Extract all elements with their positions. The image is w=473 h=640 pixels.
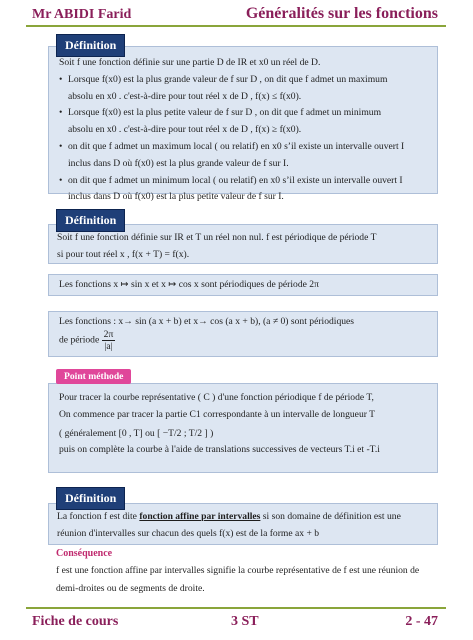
pm-line-3-prefix: ( généralement [0 , T] ou [59, 427, 155, 439]
definition-tab-2: Définition [56, 209, 125, 232]
def1-line-7: • on dit que f admet un minimum local ( ou relatif) en x0 s’il existe un intervalle ouvert I [59, 173, 427, 190]
pm-interval: [ −T/2 ; T/2 ] [157, 427, 208, 439]
def1-line-5: • on dit que f admet un maximum local ( ou relatif) en x0 s’il existe un intervalle ouvert I [59, 139, 427, 156]
periodic-example-box [48, 274, 438, 296]
consequence-text: f est une fonction affine par intervalles signifie la courbe représentative de f est une réunion de demi-droites ou de segments de droite. [56, 565, 420, 594]
def1-line-4: absolu en x0 . c'est-à-dire pour tout réel x de D , f(x) ≥ f(x0). [68, 124, 302, 136]
def1-line-8: inclus dans D où f(x0) est la plus petite valeur de f sur I. [68, 191, 284, 203]
page-title: Généralités sur les fonctions [245, 5, 438, 22]
pm-line-4: puis on complète la courbe à l'aide de translations successives de vecteurs T.i et -T.i [59, 444, 380, 456]
pm-line-1: Pour tracer la courbe représentative ( C ) d'une fonction périodique f de période T, [59, 392, 374, 403]
author-name: Mr ABIDI Farid [32, 7, 132, 22]
def3-line-1-prefix: La fonction f est dite [57, 511, 140, 522]
period-fraction: $\frac{2\pi}{|a|}$ [103, 329, 114, 352]
periodic-example-text: Les fonctions x ↦ sin x et x ↦ cos x sont périodiques de période 2π [59, 279, 319, 290]
def1-line-6: inclus dans D où f(x0) est la plus grande valeur de f sur I. [68, 157, 289, 169]
page-footer [26, 607, 446, 631]
def1-line-0: Soit f une fonction définie sur une partie D de IR et x0 un réel de D. [59, 57, 321, 68]
definition-tab-3: Définition [56, 487, 125, 510]
definition-tab-1: Définition [56, 34, 125, 57]
point-methode-box [48, 383, 438, 473]
footer-page-number: 2 - 47 [405, 614, 438, 629]
def2-line-2: si pour tout réel x , f(x + T) = f(x). [57, 248, 190, 260]
periodic-affine-line-1: Les fonctions : x→ sin (a x + b) et x→ cos (a x + b), (a ≠ 0) sont périodiques [59, 316, 355, 327]
def2-line-1: Soit f une fonction définie sur IR et T un réel non nul. f est périodique de période T [57, 232, 377, 243]
pm-line-2: On commence par tracer la partie C1 correspondante à un intervalle de longueur T [59, 408, 376, 420]
consequence-title: Conséquence [56, 548, 113, 559]
def1-line-1: • Lorsque f(x0) est la plus grande valeur de f sur D , on dit que f admet un maximum [59, 72, 427, 89]
footer-left: Fiche de cours [32, 614, 119, 629]
point-methode-tab: Point méthode [56, 369, 131, 384]
pm-line-3-suffix: ) [210, 427, 214, 439]
def1-line-3: • Lorsque f(x0) est la plus petite valeur de f sur D , on dit que f admet un minimum [59, 105, 427, 122]
def1-line-2: absolu en x0 . c'est-à-dire pour tout réel x de D , f(x) ≤ f(x0). [68, 90, 302, 102]
periodic-affine-line-2: de période [59, 334, 100, 346]
def3-line-1-suffix: si son domaine de définition est une [260, 511, 401, 522]
periodic-affine-box [48, 311, 438, 357]
def3-term: fonction affine par intervalles [139, 511, 261, 522]
definition-extrema-box [48, 46, 438, 203]
footer-center: 3 ST [231, 614, 259, 629]
page-header [26, 5, 446, 27]
def3-line-2: réunion d'intervalles sur chacun des quels f(x) est de la forme ax + b [57, 527, 320, 539]
